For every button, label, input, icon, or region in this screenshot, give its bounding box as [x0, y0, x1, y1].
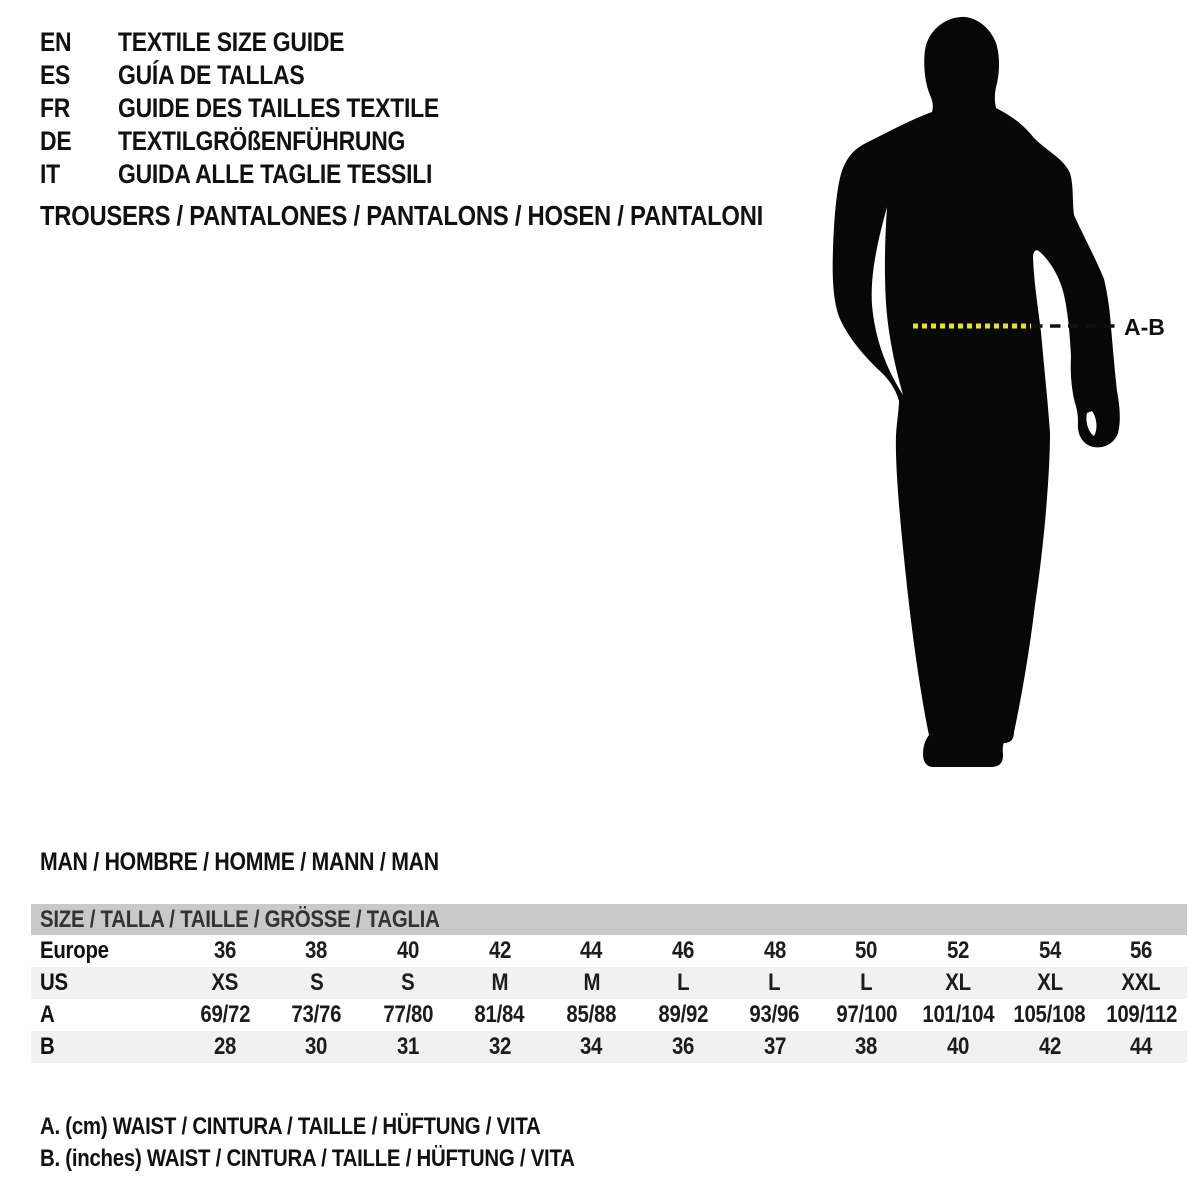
language-code: [40, 93, 118, 124]
table-cell: [820, 1001, 912, 1029]
table-cell-text: 97/100: [835, 1001, 897, 1028]
table-cell: [1004, 1001, 1096, 1029]
table-cell-text: 32: [488, 1033, 511, 1060]
table-row: [31, 967, 1187, 999]
table-cell: [1095, 937, 1187, 965]
language-title: [118, 60, 337, 91]
table-cell: [454, 1033, 546, 1061]
table-cell: [729, 969, 821, 997]
table-cell-text: 38: [855, 1033, 878, 1060]
footnote-line: [40, 1145, 669, 1177]
size-table-body: [31, 935, 1187, 1063]
footnote-text: A. (cm) WAIST / CINTURA / TAILLE / HÜFTUNG / VITA: [40, 1113, 541, 1140]
gender-title: [40, 848, 509, 877]
table-cell: [1095, 1001, 1187, 1029]
man-silhouette-path: [833, 17, 1120, 767]
table-cell: [271, 969, 363, 997]
table-cell: [179, 1033, 271, 1061]
table-cell: [271, 1033, 363, 1061]
language-title-text: TEXTILGRÖßENFÜHRUNG: [118, 126, 406, 156]
table-cell-text: 101/104: [921, 1001, 994, 1028]
table-cell: [729, 1001, 821, 1029]
table-cell-text: 85/88: [566, 1001, 617, 1028]
table-cell: [729, 937, 821, 965]
table-row-label-text: A: [40, 1001, 55, 1028]
table-cell-text: 81/84: [474, 1001, 525, 1028]
table-cell: [637, 1033, 729, 1061]
table-row: [31, 935, 1187, 967]
language-title: [118, 126, 456, 157]
table-cell: [820, 1033, 912, 1061]
table-row-label: [31, 937, 179, 965]
table-cell-text: 109/112: [1105, 1001, 1177, 1028]
table-cell: [179, 969, 271, 997]
table-cell-text: 44: [580, 937, 603, 964]
table-cell-text: 34: [580, 1033, 603, 1060]
category-title-text: TROUSERS / PANTALONES / PANTALONS / HOSEN / PANTALONI: [40, 200, 763, 231]
table-cell: [637, 969, 729, 997]
language-code-text: DE: [40, 126, 72, 156]
language-code-text: ES: [40, 60, 71, 90]
gender-title-text: MAN / HOMBRE / HOMME / MANN / MAN: [40, 848, 439, 876]
language-title-text: GUIDA ALLE TAGLIE TESSILI: [118, 159, 433, 189]
table-row-label: [31, 1001, 179, 1029]
table-cell: [179, 1001, 271, 1029]
waist-measure-label: A-B: [1124, 314, 1165, 340]
table-cell-text: L: [676, 969, 690, 996]
table-row: [31, 999, 1187, 1031]
language-code: [40, 27, 118, 58]
table-cell-text: S: [309, 969, 324, 996]
table-cell: [637, 1001, 729, 1029]
table-cell: [362, 1033, 454, 1061]
language-title: [118, 27, 384, 58]
table-cell-text: 77/80: [383, 1001, 433, 1028]
table-cell: [912, 937, 1004, 965]
language-code-text: IT: [40, 159, 60, 189]
language-title-text: TEXTILE SIZE GUIDE: [118, 27, 345, 57]
category-title: [40, 200, 891, 232]
table-cell-text: 52: [946, 937, 970, 964]
table-cell: [546, 969, 638, 997]
table-cell: [546, 1001, 638, 1029]
man-silhouette-figure: [820, 5, 1180, 790]
size-table-header: [31, 904, 1187, 935]
table-cell: [1004, 969, 1096, 997]
table-cell-text: L: [860, 969, 873, 996]
table-row-label: [31, 969, 179, 997]
table-cell: [546, 937, 638, 965]
language-title: [118, 93, 496, 124]
table-cell-text: 37: [763, 1033, 786, 1060]
language-code: [40, 159, 118, 190]
size-table: [31, 904, 1187, 1063]
language-title-text: GUÍA DE TALLAS: [118, 60, 305, 90]
table-row-label-text: Europe: [40, 937, 109, 964]
table-cell-text: 30: [305, 1033, 328, 1060]
table-cell: [912, 1001, 1004, 1029]
table-cell-text: XL: [945, 969, 971, 996]
table-cell-text: 40: [397, 937, 420, 964]
table-cell: [271, 937, 363, 965]
table-cell: [362, 1001, 454, 1029]
table-cell: [546, 1033, 638, 1061]
language-code-text: EN: [40, 27, 72, 57]
table-cell: [912, 1033, 1004, 1061]
table-cell: [1095, 1033, 1187, 1061]
table-cell: [820, 937, 912, 965]
table-cell-text: XS: [211, 969, 239, 996]
table-cell-text: 50: [855, 937, 878, 964]
language-title: [118, 159, 488, 190]
table-cell: [912, 969, 1004, 997]
table-cell-text: M: [583, 969, 600, 996]
table-cell: [454, 937, 546, 965]
table-cell-text: 69/72: [199, 1001, 250, 1028]
table-cell-text: XL: [1036, 969, 1063, 996]
table-cell-text: 48: [763, 937, 786, 964]
table-cell-text: S: [401, 969, 415, 996]
footnote-text: B. (inches) WAIST / CINTURA / TAILLE / HÜFTUNG / VITA: [40, 1145, 575, 1172]
table-cell-text: 54: [1038, 937, 1061, 964]
language-row: [40, 92, 496, 125]
table-cell-text: 89/92: [658, 1001, 708, 1028]
table-cell-text: 28: [213, 1033, 236, 1060]
language-row: [40, 26, 496, 59]
language-row: [40, 125, 496, 158]
language-code: [40, 60, 118, 91]
size-table-header-text: SIZE / TALLA / TAILLE / GRÖSSE / TAGLIA: [40, 906, 440, 933]
table-cell-text: 40: [946, 1033, 970, 1060]
table-cell-text: 44: [1130, 1033, 1153, 1060]
footnotes: [40, 1113, 669, 1177]
table-cell-text: 73/76: [291, 1001, 342, 1028]
table-cell-text: 38: [305, 937, 328, 964]
table-cell-text: 36: [213, 937, 236, 964]
table-cell-text: 56: [1130, 937, 1153, 964]
table-cell: [729, 1033, 821, 1061]
table-cell-text: 31: [397, 1033, 420, 1060]
man-silhouette-svg: [820, 5, 1180, 790]
table-cell: [454, 1001, 546, 1029]
table-cell: [637, 937, 729, 965]
table-row-label-text: US: [40, 969, 68, 996]
table-cell-text: XXL: [1121, 969, 1161, 996]
table-cell-text: 36: [671, 1033, 695, 1060]
table-row-label: [31, 1033, 179, 1061]
table-cell: [179, 937, 271, 965]
table-cell: [1004, 937, 1096, 965]
table-cell-text: 105/108: [1013, 1001, 1086, 1028]
language-title-text: GUIDE DES TAILLES TEXTILE: [118, 93, 439, 123]
table-cell: [271, 1001, 363, 1029]
table-cell: [1004, 1033, 1096, 1061]
table-cell-text: 46: [671, 937, 695, 964]
table-cell: [362, 969, 454, 997]
language-row: [40, 158, 496, 191]
table-cell-text: M: [491, 969, 509, 996]
table-cell: [1095, 969, 1187, 997]
language-list: [40, 26, 496, 191]
table-cell-text: 42: [1038, 1033, 1061, 1060]
table-row: [31, 1031, 1187, 1063]
language-code: [40, 126, 118, 157]
table-cell-text: 93/96: [749, 1001, 800, 1028]
table-cell: [454, 969, 546, 997]
footnote-line: [40, 1113, 669, 1145]
language-code-text: FR: [40, 93, 71, 123]
language-row: [40, 59, 496, 92]
table-cell-text: 42: [488, 937, 511, 964]
table-cell: [820, 969, 912, 997]
table-row-label-text: B: [40, 1033, 55, 1060]
table-cell: [362, 937, 454, 965]
table-cell-text: L: [768, 969, 781, 996]
